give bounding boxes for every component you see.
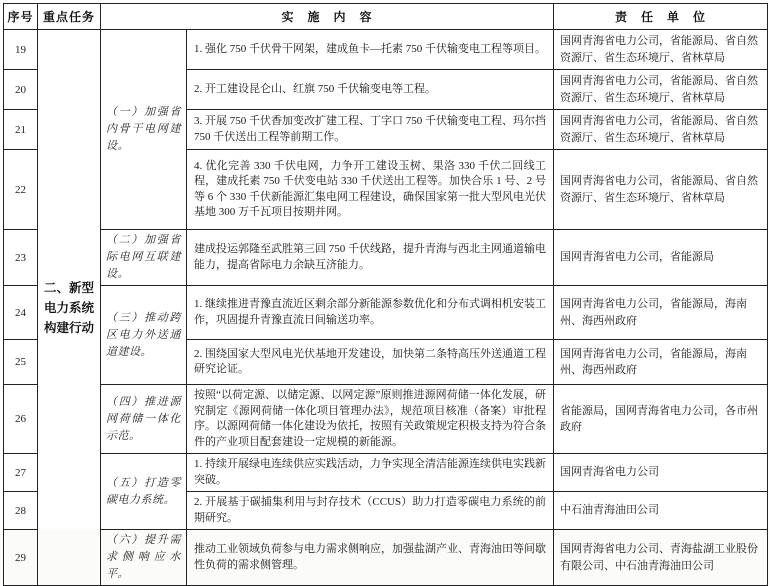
row-number: 20: [4, 70, 38, 110]
content-cell: 3. 开展 750 千伏香加变改扩建工程、丁字口 750 千伏输变电工程、玛尔挡 750 千伏送出工程等前期工作。: [187, 110, 554, 150]
responsibility-cell: 国网青海省电力公司，省能源局，海南州、海西州政府: [554, 340, 768, 385]
responsibility-cell: 中石油青海油田公司: [554, 492, 768, 530]
responsibility-cell: 国网青海省电力公司，省能源局，海南州、海西州政府: [554, 286, 768, 340]
header-no: 序号: [4, 4, 38, 30]
content-cell: 2. 开工建设昆仑山、红旗 750 千伏输变电等工程。: [187, 70, 554, 110]
main-task-line: 二、新型: [43, 280, 94, 295]
header-content: 实 施 内 容: [101, 4, 554, 30]
table-header-row: [4, 4, 768, 30]
header-resp: 责 任 单 位: [554, 4, 768, 30]
table-row: [4, 530, 768, 586]
responsibility-cell: 国网青海省电力公司，省能源局: [554, 230, 768, 286]
header-task: 重点任务: [38, 4, 101, 30]
content-cell: 2. 围绕国家大型风电光伏基地开发建设，加快第二条特高压外送通道工程研究论证。: [187, 340, 554, 385]
row-number: 29: [4, 530, 38, 586]
row-number: 27: [4, 454, 38, 492]
row-number: 21: [4, 110, 38, 150]
task-table: [3, 3, 768, 586]
row-number: 25: [4, 340, 38, 385]
row-number: 26: [4, 385, 38, 454]
content-cell: 建成投运郭隆至武胜第三回 750 千伏线路，提升青海与西北主网通道输电能力，提高省际电力余缺互济能力。: [187, 230, 554, 286]
responsibility-cell: 国网青海省电力公司，省能源局、省自然资源厅、省生态环境厅、省林草局: [554, 30, 768, 70]
subtask-group-4: （四）推进源网荷储一体化示范。: [101, 385, 187, 454]
row-number: 24: [4, 286, 38, 340]
content-cell: 1. 继续推进青豫直流近区剩余部分新能源参数优化和分布式调相机安装工作，巩固提升青豫直流日间输送功率。: [187, 286, 554, 340]
responsibility-cell: 国网青海省电力公司，省能源局、省自然资源厅、省生态环境厅、省林草局: [554, 150, 768, 230]
responsibility-cell: 国网青海省电力公司、青海盐湖工业股份有限公司、中石油青海油田公司: [554, 530, 768, 586]
subtask-group-2: （二）加强省际电网互联建设。: [101, 230, 187, 286]
subtask-group-6: （六）提升需求侧响应水平。: [101, 530, 187, 586]
subtask-group-1: （一）加强省内骨干电网建设。: [101, 30, 187, 230]
content-cell: 1. 持续开展绿电连续供应实践活动，力争实现全清洁能源连续供电实践新突破。: [187, 454, 554, 492]
responsibility-cell: 国网青海省电力公司，省能源局、省自然资源厅、省生态环境厅、省林草局: [554, 110, 768, 150]
subtask-group-3: （三）推动跨区电力外送通道建设。: [101, 286, 187, 385]
content-cell: 推动工业领域负荷参与电力需求侧响应，加强盐湖产业、青海油田等间歇性负荷的需求侧管理。: [187, 530, 554, 586]
table-row: [4, 230, 768, 286]
table-row: [4, 30, 768, 70]
row-number: 23: [4, 230, 38, 286]
table-row: [4, 286, 768, 340]
table-row: [4, 454, 768, 492]
row-number: 22: [4, 150, 38, 230]
content-cell: 按照“以荷定源、以储定源、以网定源”原则推进源网荷储一体化发展，研究制定《源网荷储一体化项目管理办法》，规范项目核准（备案）审批程序。以源网荷储一体化建设为依托，按照有关政策规定积极支持为符合条件的产业项目配套建设一定规模的新能源。: [187, 385, 554, 454]
content-cell: 4. 优化完善 330 千伏电网，力争开工建设玉树、果洛 330 千伏二回线工程，建成托素 750 千伏变电站 330 千伏送出工程等。加快合乐 1 号、2 号等 6 个 330 千伏新能源汇集电网工程建设，确保国家第一批大型风电光伏基地 300 万千瓦项目按期并网。: [187, 150, 554, 230]
subtask-group-5: （五）打造零碳电力系统。: [101, 454, 187, 530]
content-cell: 1. 强化 750 千伏骨干网架，建成鱼卡—托素 750 千伏输变电工程等项目。: [187, 30, 554, 70]
row-number: 28: [4, 492, 38, 530]
table-row: [4, 385, 768, 454]
main-task-cell: [38, 30, 101, 586]
responsibility-cell: 国网青海省电力公司: [554, 454, 768, 492]
responsibility-cell: 国网青海省电力公司，省能源局、省自然资源厅、省生态环境厅、省林草局: [554, 70, 768, 110]
main-task-line: 电力系统: [43, 300, 94, 315]
content-cell: 2. 开展基于碳捕集利用与封存技术（CCUS）助力打造零碳电力系统的前期研究。: [187, 492, 554, 530]
main-task-line: 构建行动: [43, 320, 94, 335]
responsibility-cell: 省能源局，国网青海省电力公司，各市州政府: [554, 385, 768, 454]
row-number: 19: [4, 30, 38, 70]
